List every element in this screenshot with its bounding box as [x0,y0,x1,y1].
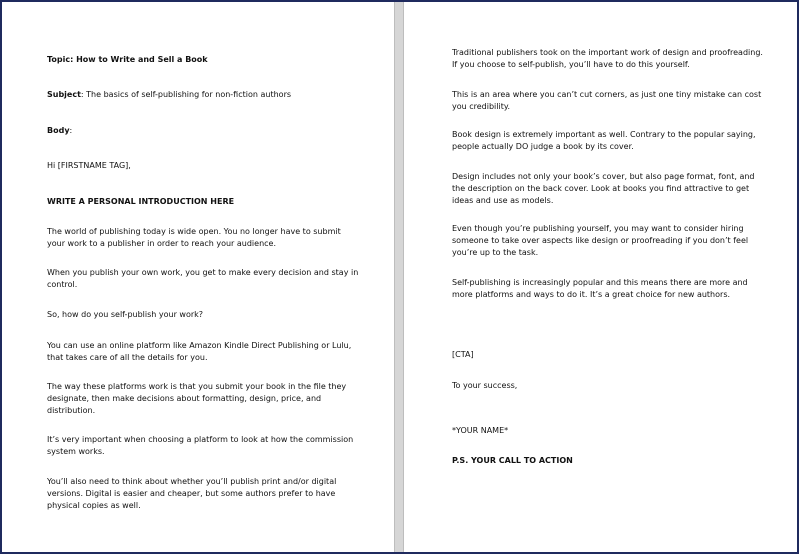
cta-placeholder: [CTA] [452,350,474,359]
paragraph: So, how do you self-publish your work? [47,310,204,319]
subject-label: Subject [47,90,81,99]
intro-heading: WRITE A PERSONAL INTRODUCTION HERE [47,197,235,206]
paragraph: The way these platforms work is that you submit your book in the file they designate, then make decisions about formatting, design, price, and distribution. [47,382,347,415]
paragraph: Traditional publishers took on the important work of design and proofreading. If you choose to self-publish, you’ll have to do this yourself. [452,48,763,69]
topic-line: Topic: How to Write and Sell a Book [47,55,208,64]
document-viewer [2,2,797,552]
body-colon: : [69,126,73,135]
paragraph: This is an area where you can’t cut corners, as just one tiny mistake can cost you credibility. [452,90,762,111]
body-line [47,125,359,137]
body-label: Body [47,126,70,135]
paragraph: Design includes not only your book’s cover, but also page format, font, and the description on the back cover. Look at books you find attractive to get ideas and use as models. [452,172,755,205]
subject-line [47,89,359,101]
paragraph: When you publish your own work, you get to make every decision and stay in control. [47,268,359,289]
your-name: *YOUR NAME* [452,426,509,435]
paragraph: You can use an online platform like Amazon Kindle Direct Publishing or Lulu, that takes care of all the details for you. [47,341,352,362]
subject-text: : The basics of self-publishing for non-fiction authors [80,90,292,99]
paragraph: Book design is extremely important as well. Contrary to the popular saying, people actually DO judge a book by its cover. [452,130,756,151]
paragraph: Self-publishing is increasingly popular and this means there are more and more platforms and ways to do it. It’s a great choice for new authors. [452,278,748,299]
paragraph: It’s very important when choosing a platform to look at how the commission system works. [47,435,354,456]
greeting: Hi [FIRSTNAME TAG], [47,161,131,170]
paragraph: Even though you’re publishing yourself, you may want to consider hiring someone to take over aspects like design or proofreading if you don’t feel you’re up to the task. [452,224,749,257]
document-page-1 [2,2,394,552]
paragraph: You’ll also need to think about whether you’ll publish print and/or digital versions. Digital is easier and cheaper, but some authors prefer to have physical copies as well. [47,477,337,510]
page-gutter [394,2,404,552]
paragraph: The world of publishing today is wide open. You no longer have to submit your work to a publisher in order to reach your audience. [47,227,341,248]
document-page-2 [404,2,797,552]
signoff: To your success, [452,381,518,390]
ps-line: P.S. YOUR CALL TO ACTION [452,456,573,465]
